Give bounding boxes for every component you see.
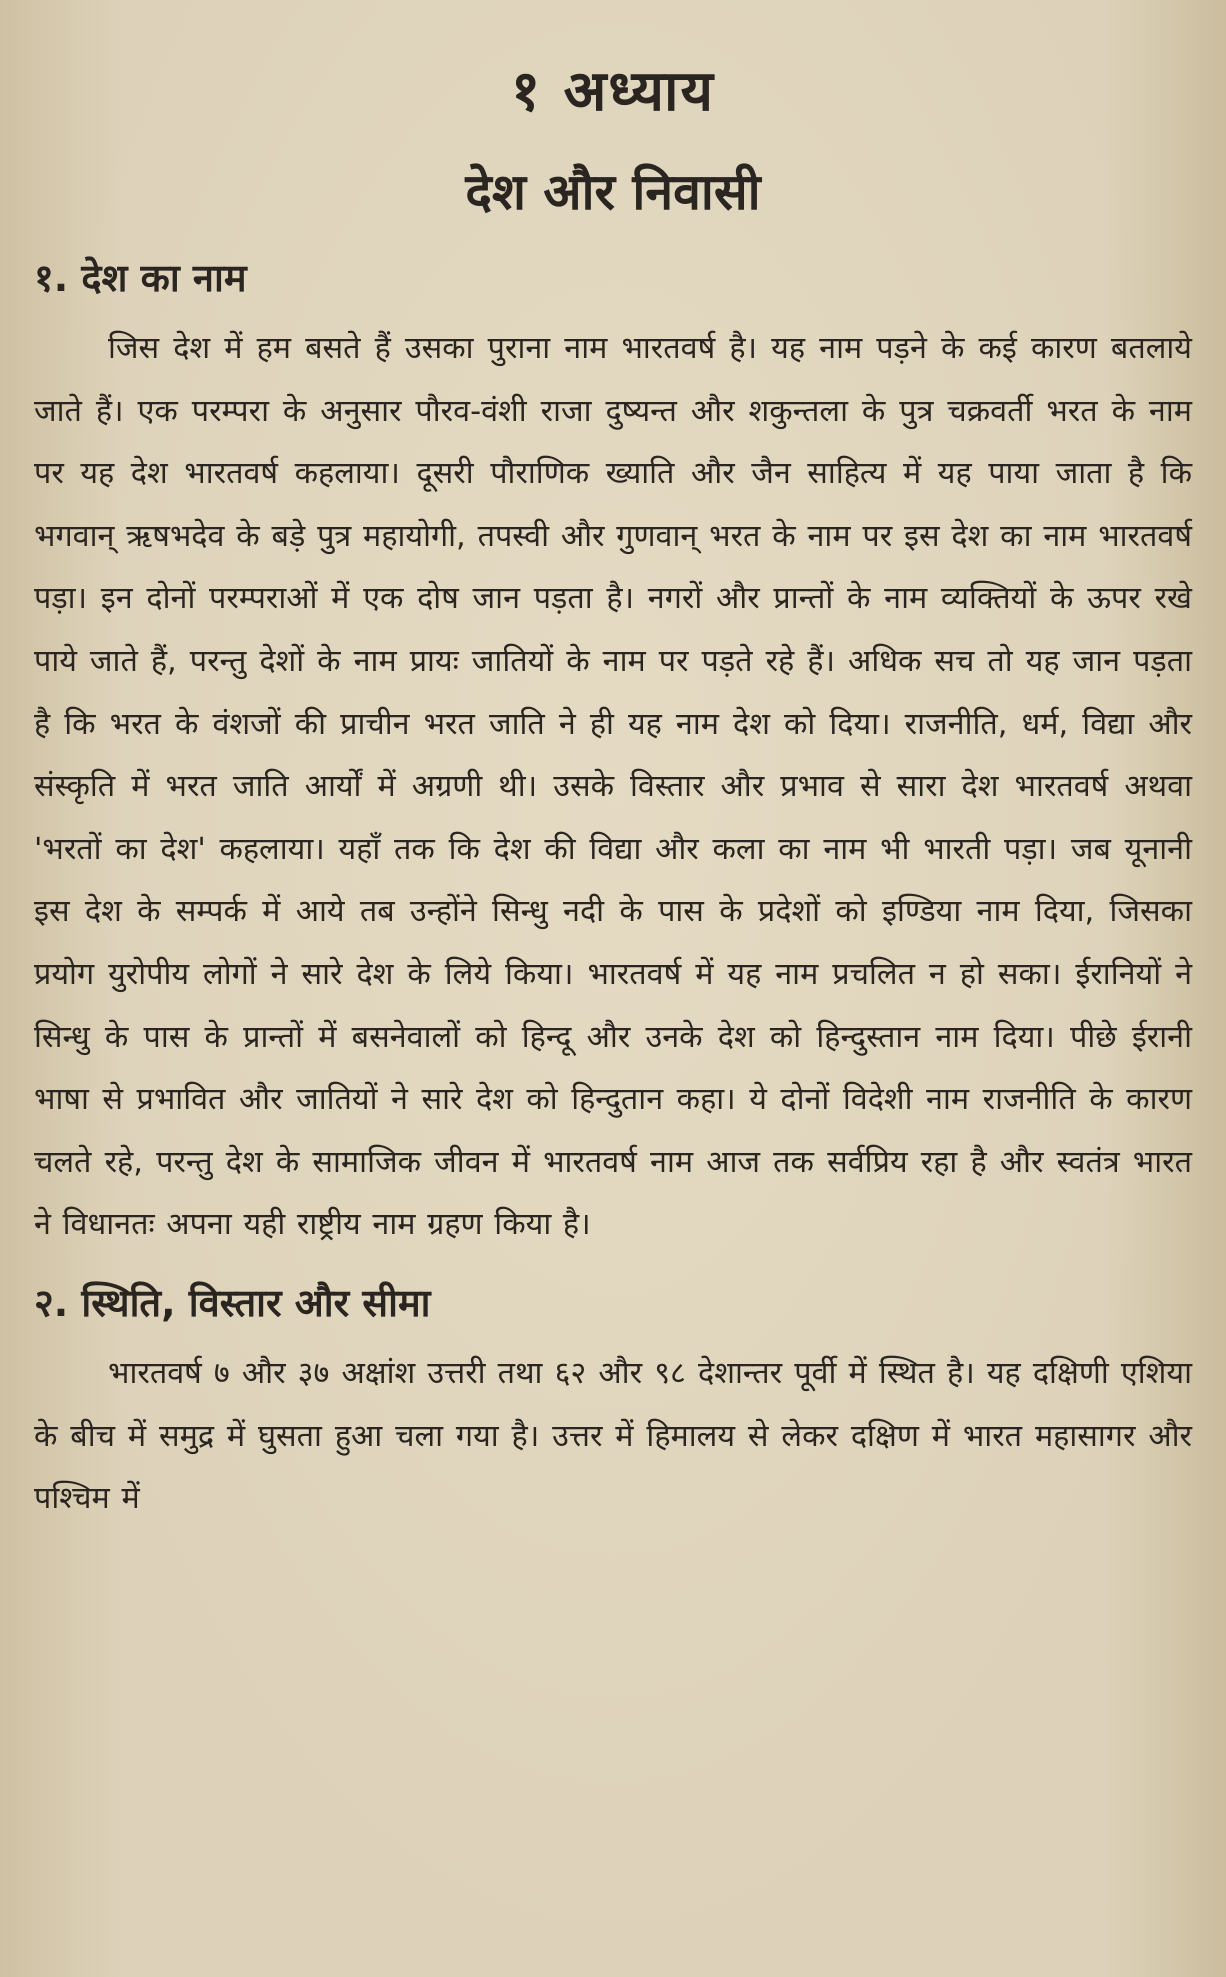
section-location-extent-boundary bbox=[34, 1271, 1192, 1531]
body-paragraph: जिस देश में हम बसते हैं उसका पुराना नाम भारतवर्ष है। यह नाम पड़ने के कई कारण बतलाये जाते हैं। एक परम्परा के अनुसार पौरव-वंशी राजा दुष्यन्त और शकुन्तला के पुत्र चक्रवर्ती भरत के नाम पर यह देश भारतवर्ष कहलाया। दूसरी पौराणिक ख्याति और जैन साहित्य में यह पाया जाता है कि भगवान् ऋषभदेव के बड़े पुत्र महायोगी, तपस्वी और गुणवान् भरत के नाम पर इस देश का नाम भारतवर्ष पड़ा। इन दोनों परम्पराओं में एक दोष जान पड़ता है। नगरों और प्रान्तों के नाम व्यक्तियों के ऊपर रखे पाये जाते हैं, परन्तु देशों के नाम प्रायः जातियों के नाम पर पड़ते रहे हैं। अधिक सच तो यह जान पड़ता है कि भरत के वंशजों की प्राचीन भरत जाति ने ही यह नाम देश को दिया। राजनीति, धर्म, विद्या और संस्कृति में भरत जाति आर्यों में अग्रणी थी। उसके विस्तार और प्रभाव से सारा देश भारतवर्ष अथवा 'भरतों का देश' कहलाया। यहाँ तक कि देश की विद्या और कला का नाम भी भारती पड़ा। जब यूनानी इस देश के सम्पर्क में आये तब उन्होंने सिन्धु नदी के पास के प्रदेशों को इण्डिया नाम दिया, जिसका प्रयोग युरोपीय लोगों ने सारे देश के लिये किया। भारतवर्ष में यह नाम प्रचलित न हो सका। ईरानियों ने सिन्धु के पास के प्रान्तों में बसनेवालों को हिन्दू और उनके देश को हिन्दुस्तान नाम दिया। पीछे ईरानी भाषा से प्रभावित और जातियों ने सारे देश को हिन्दुतान कहा। ये दोनों विदेशी नाम राजनीति के कारण चलते रहे, परन्तु देश के सामाजिक जीवन में भारतवर्ष नाम आज तक सर्वप्रिय रहा है और स्वतंत्र भारत ने विधानतः अपना यही राष्ट्रीय नाम ग्रहण किया है। bbox=[34, 331, 1192, 1243]
chapter-title: देश और निवासी bbox=[465, 163, 761, 221]
section-country-name bbox=[34, 246, 1192, 1257]
section-heading: २. स्थिति, विस्तार और सीमा bbox=[34, 1280, 431, 1325]
section-heading: १. देश का नाम bbox=[34, 256, 247, 300]
body-paragraph: भारतवर्ष ७ और ३७ अक्षांश उत्तरी तथा ६२ और ९८ देशान्तर पूर्वी में स्थित है। यह दक्षिणी एशिया के बीच में समुद्र में घुसता हुआ चला गया है। उत्तर में हिमालय से लेकर दक्षिण में भारत महासागर और पश्चिम में bbox=[34, 1355, 1192, 1517]
chapter-number: १ अध्याय bbox=[511, 59, 715, 124]
